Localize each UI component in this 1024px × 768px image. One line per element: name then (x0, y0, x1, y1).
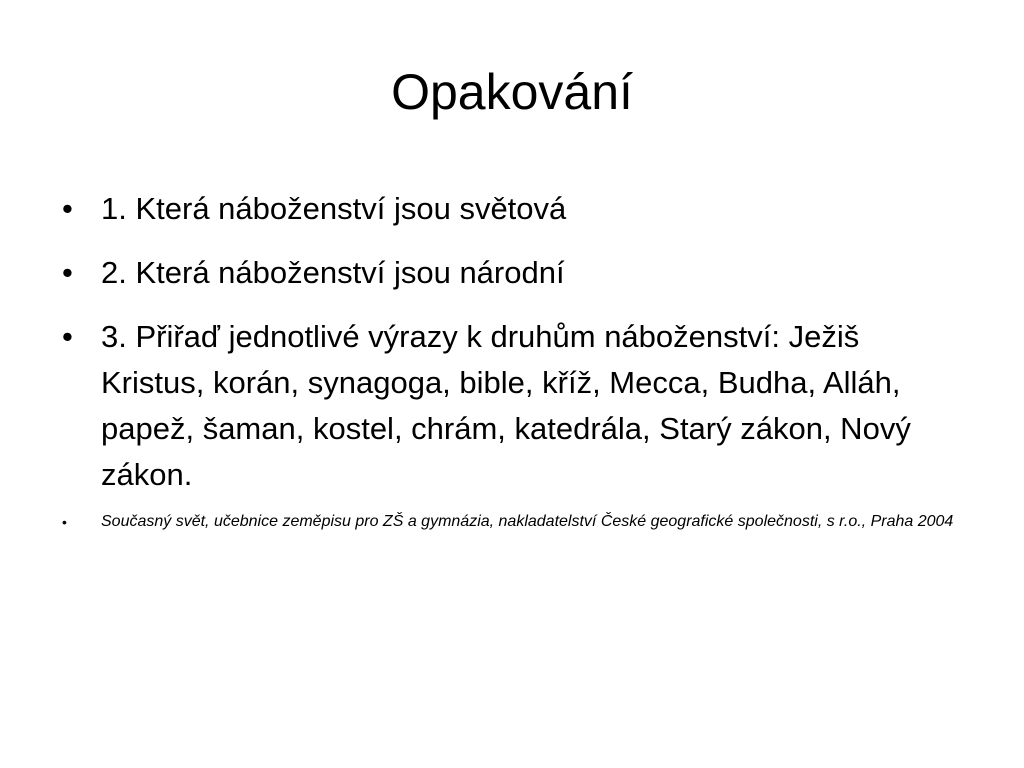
bullet-icon: • (62, 319, 73, 354)
bullet-icon: • (62, 191, 73, 226)
question-3-text: 3. Přiřaď jednotlivé výrazy k druhům náboženství: Ježiš Kristus, korán, synagoga, bible, kříž, Mecca, Budha, Alláh, papež, šaman, kostel, chrám, katedrála, Starý zákon, Nový zákon. (101, 319, 911, 492)
bullet-icon: • (62, 255, 73, 290)
list-item (62, 186, 962, 232)
question-2-text: 2. Která náboženství jsou národní (101, 255, 565, 290)
bullet-list (62, 186, 962, 552)
source-citation-text: Současný svět, učebnice zeměpisu pro ZŠ a gymnázia, nakladatelství České geografické společnosti, s r.o., Praha 2004 (101, 513, 954, 530)
bullet-icon: • (62, 514, 67, 530)
list-item (62, 314, 962, 498)
question-1-text: 1. Která náboženství jsou světová (101, 191, 567, 226)
slide-title: Opakování (391, 64, 633, 120)
source-citation (62, 510, 962, 534)
list-item (62, 250, 962, 296)
